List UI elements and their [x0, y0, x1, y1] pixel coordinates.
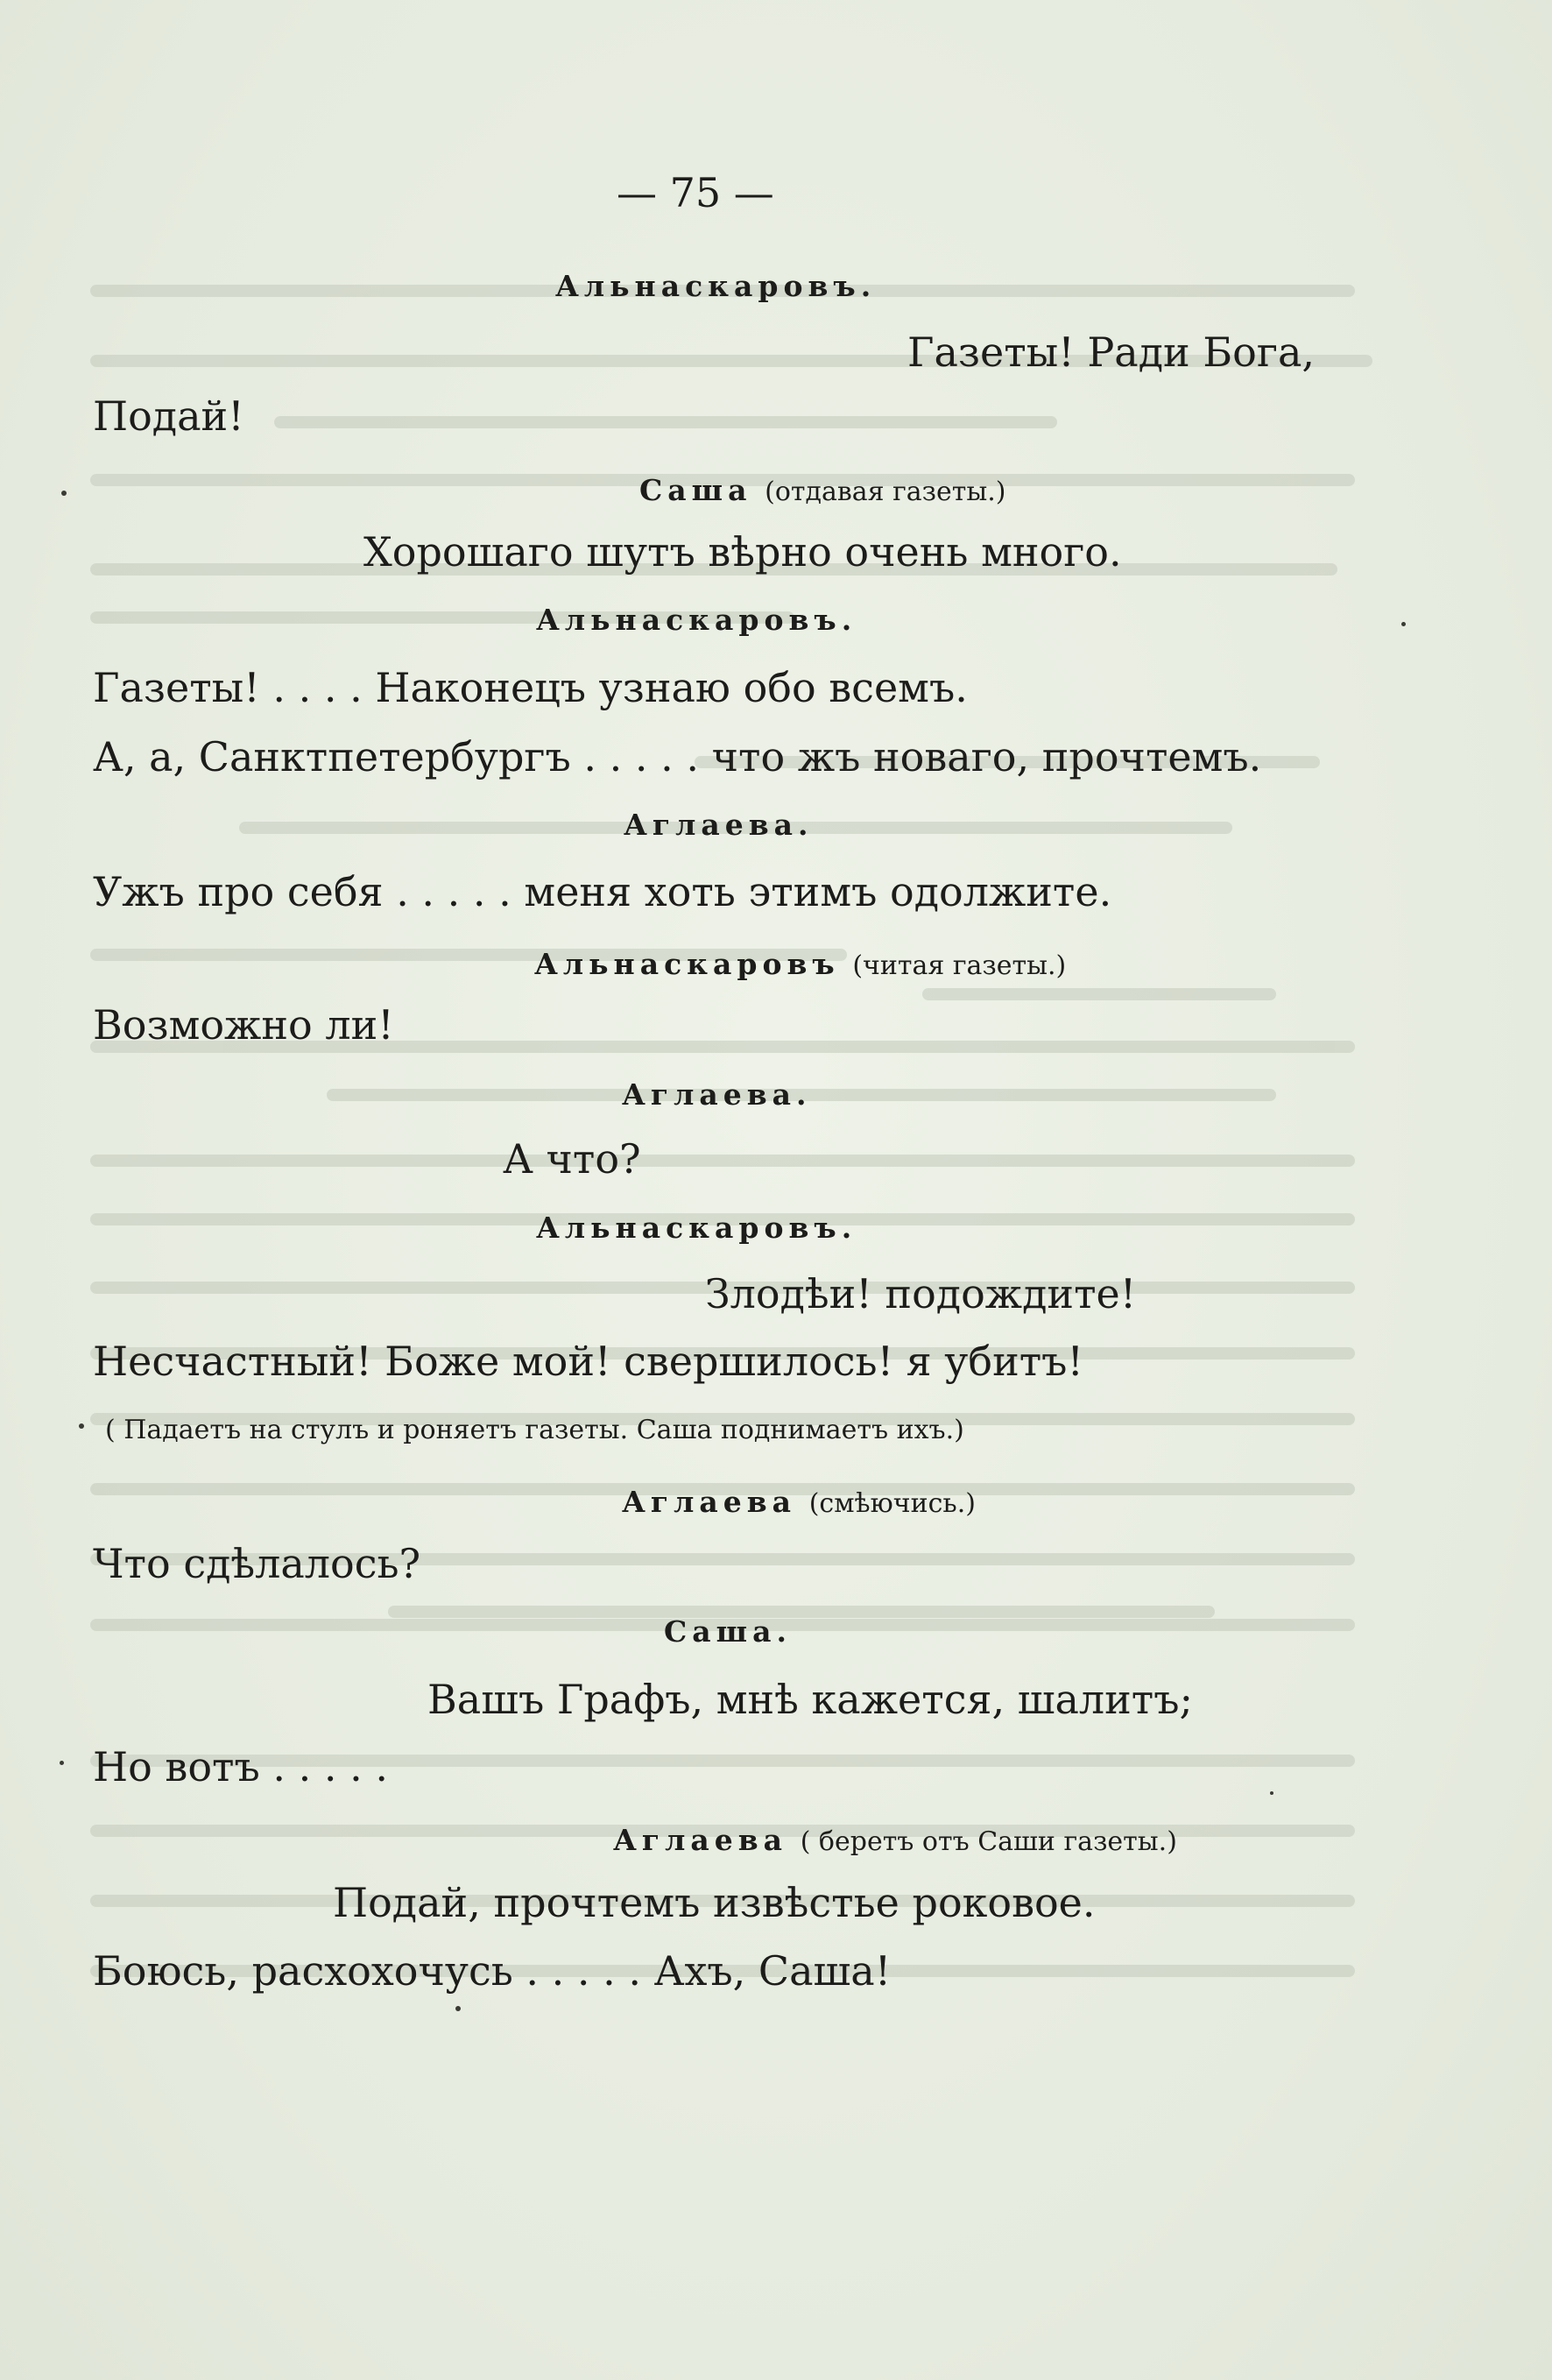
- speaker-line: [639, 460, 1006, 512]
- ink-speck: [61, 491, 67, 496]
- verse-line: Подай!: [93, 392, 244, 440]
- verse-line: Хорошаго шутъ вѣрно очень много.: [363, 528, 1122, 576]
- verse-line: Ужъ про себя . . . . . меня хоть этимъ одолжите.: [93, 868, 1112, 915]
- speaker-name: Саша: [639, 473, 752, 507]
- verse-line: Что сдѣлалось?: [93, 1540, 421, 1587]
- verse-line: Несчастный! Боже мой! свершилось! я убитъ!: [93, 1338, 1083, 1385]
- verse-line: Вашъ Графъ, мнѣ кажется, шалитъ;: [427, 1676, 1193, 1723]
- ink-speck: [1270, 1791, 1273, 1795]
- ink-speck: [79, 1423, 84, 1429]
- ink-speck: [455, 2006, 461, 2011]
- stage-direction: ( беретъ отъ Саши газеты.): [800, 1826, 1177, 1857]
- verse-line: Злодѣи! подождите!: [705, 1270, 1137, 1317]
- speaker-name: Альнаскаровъ.: [536, 1211, 857, 1245]
- page-number: — 75 —: [617, 169, 774, 216]
- speaker-name: Аглаева.: [624, 808, 814, 842]
- ink-speck: [1401, 622, 1406, 626]
- speaker-line: [622, 1472, 976, 1524]
- speaker-name: Аглаева.: [622, 1077, 812, 1112]
- stage-direction: (читая газеты.): [852, 950, 1067, 981]
- speaker-name: Альнаскаровъ.: [536, 603, 857, 637]
- speaker-line: [534, 934, 1066, 986]
- verse-line: Газеты! . . . . Наконецъ узнаю обо всемъ.: [93, 664, 968, 711]
- verse-line: А что?: [503, 1135, 641, 1183]
- speaker-name: Аглаева: [622, 1485, 797, 1519]
- verse-line: Возможно ли!: [93, 1001, 394, 1049]
- speaker-line: [613, 1810, 1177, 1862]
- verse-line: Газеты! Ради Бога,: [907, 328, 1315, 376]
- speaker-name: Альнаскаровъ: [534, 947, 840, 981]
- verse-line: Подай, прочтемъ извѣстье роковое.: [333, 1879, 1096, 1926]
- stage-direction: (смѣючись.): [808, 1488, 976, 1519]
- ink-speck: [60, 1761, 64, 1765]
- verse-line: Боюсь, расхохочусь . . . . . Ахъ, Саша!: [93, 1947, 892, 1995]
- verse-line: А, а, Санктпетербургъ . . . . . что жъ новаго, прочтемъ.: [93, 733, 1262, 780]
- stage-direction: ( Падаетъ на стулъ и роняетъ газеты. Саша поднимаетъ ихъ.): [105, 1415, 964, 1445]
- speaker-name: Аглаева: [613, 1823, 788, 1857]
- verse-line: Но вотъ . . . . .: [93, 1743, 388, 1790]
- speaker-name: Альнаскаровъ.: [555, 269, 877, 303]
- speaker-name: Саша.: [664, 1614, 792, 1649]
- stage-direction: (отдавая газеты.): [765, 477, 1006, 507]
